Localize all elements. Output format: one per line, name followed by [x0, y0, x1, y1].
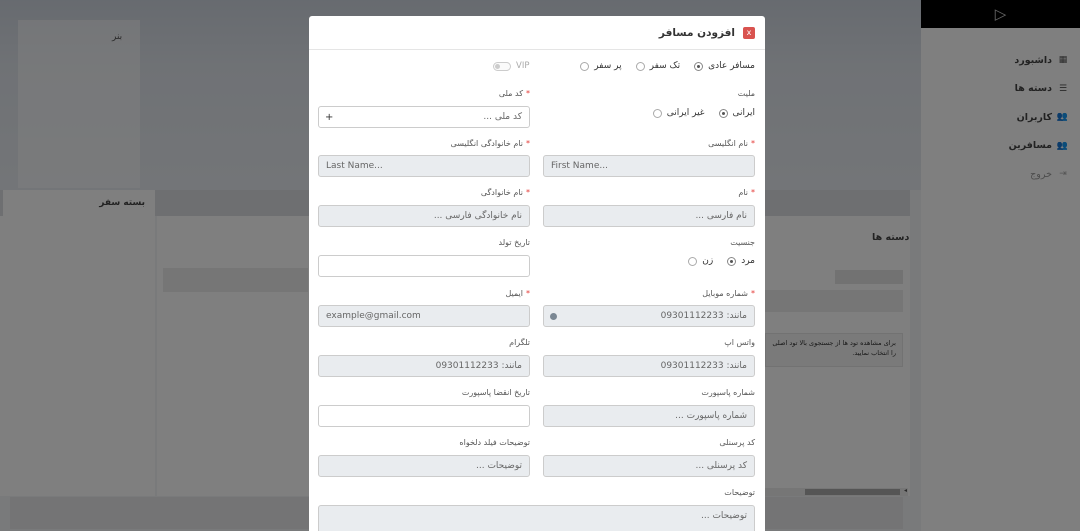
telegram-input[interactable]: مانند: 09301112233: [318, 355, 530, 377]
passenger-type-regular-radio[interactable]: [694, 62, 703, 71]
modal-title: افزودن مسافر: [658, 26, 735, 39]
radio-label: ایرانی: [732, 108, 755, 118]
nationality-iranian-radio[interactable]: [719, 109, 728, 118]
email-input[interactable]: example@gmail.com: [318, 305, 530, 327]
passenger-type-group: [580, 61, 755, 71]
gender-label: جنسیت: [730, 238, 755, 247]
country-flag-icon[interactable]: [550, 313, 557, 320]
national-code-placeholder: کد ملی ...: [483, 112, 522, 122]
last-name-en-input[interactable]: Last Name...: [318, 155, 530, 177]
close-button[interactable]: x: [743, 27, 755, 39]
radio-label: پر سفر: [594, 61, 622, 71]
national-code-label: *کد ملی: [498, 89, 530, 98]
whatsapp-input[interactable]: مانند: 09301112233: [543, 355, 755, 377]
telegram-label: تلگرام: [509, 338, 530, 347]
passenger-type-frequent-radio[interactable]: [580, 62, 589, 71]
gender-male-radio[interactable]: [727, 257, 736, 266]
mobile-label: *شماره موبایل: [702, 289, 755, 298]
description-label: توضیحات: [724, 488, 755, 497]
national-code-input[interactable]: [318, 106, 530, 128]
first-name-en-label: *نام انگلیسی: [708, 139, 755, 148]
radio-label: غیر ایرانی: [666, 108, 705, 118]
vip-label: VIP: [516, 61, 530, 71]
last-name-input[interactable]: نام خانوادگی فارسی ...: [318, 205, 530, 227]
custom-desc-input[interactable]: توضیحات ...: [318, 455, 530, 477]
vip-toggle-group: [493, 61, 529, 71]
nationality-foreign-radio[interactable]: [653, 109, 662, 118]
gender-group: [688, 256, 755, 266]
email-label: *ایمیل: [505, 289, 530, 298]
passport-number-input[interactable]: شماره پاسپورت ...: [543, 405, 755, 427]
first-name-input[interactable]: نام فارسی ...: [543, 205, 755, 227]
personnel-code-input[interactable]: کد پرسنلی ...: [543, 455, 755, 477]
birth-date-label: تاریخ تولد: [498, 238, 530, 247]
modal-header: [309, 16, 765, 50]
mobile-input[interactable]: [543, 305, 755, 327]
first-name-label: *نام: [738, 188, 755, 197]
radio-label: مسافر عادی: [708, 61, 755, 71]
mobile-placeholder: مانند: 09301112233: [660, 311, 747, 321]
passport-expiry-input[interactable]: [318, 405, 530, 427]
description-textarea[interactable]: توضیحات ...: [318, 505, 755, 531]
add-passenger-modal: [309, 16, 765, 531]
nationality-label: ملیت: [737, 89, 755, 98]
whatsapp-label: واتس اپ: [724, 338, 755, 347]
add-button[interactable]: +: [325, 111, 334, 123]
gender-female-radio[interactable]: [688, 257, 697, 266]
passport-expiry-label: تاریخ انقضا پاسپورت: [461, 388, 530, 397]
personnel-code-label: کد پرسنلی: [719, 438, 755, 447]
passenger-type-single-trip-radio[interactable]: [636, 62, 645, 71]
custom-desc-label: توضیحات فیلد دلخواه: [459, 438, 530, 447]
radio-label: مرد: [741, 256, 755, 266]
nationality-group: [653, 108, 755, 118]
vip-toggle[interactable]: [493, 62, 511, 71]
passport-number-label: شماره پاسپورت: [701, 388, 755, 397]
birth-date-input[interactable]: [318, 255, 530, 277]
last-name-en-label: *نام خانوادگی انگلیسی: [450, 139, 530, 148]
radio-label: زن: [702, 256, 714, 266]
radio-label: تک سفر: [649, 61, 681, 71]
last-name-label: *نام خانوادگی: [480, 188, 530, 197]
first-name-en-input[interactable]: First Name...: [543, 155, 755, 177]
